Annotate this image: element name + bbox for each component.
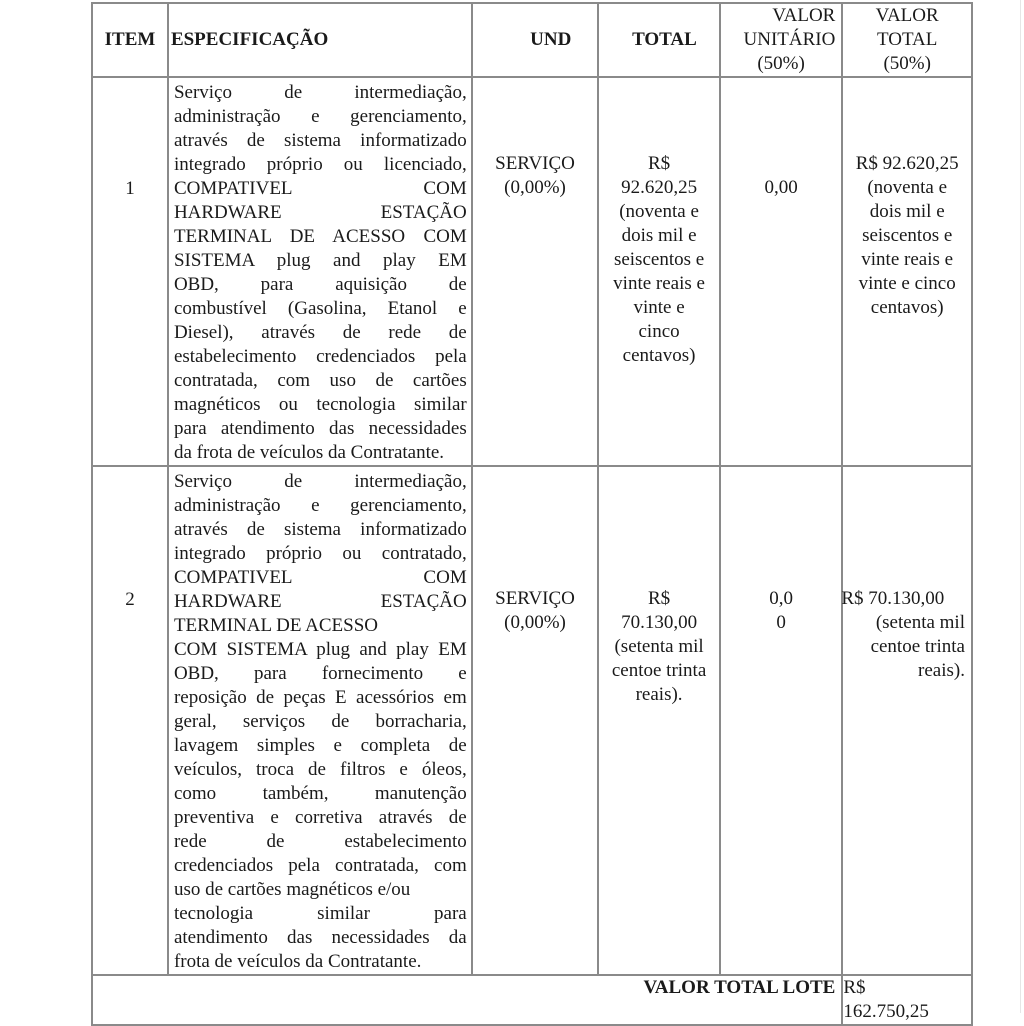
spec-line: veículos, troca de filtros e óleos, bbox=[173, 759, 467, 780]
total-line: (setenta mil bbox=[614, 636, 704, 657]
spec-line: OBD, para fornecimento e bbox=[173, 663, 467, 684]
valor-total-line: (noventa e bbox=[867, 177, 947, 198]
header-total: TOTAL bbox=[598, 3, 720, 77]
header-valor-total-line: TOTAL bbox=[876, 29, 938, 50]
spec-line: TERMINAL DE ACESSO bbox=[173, 615, 379, 636]
valor-unitario-line: 0 bbox=[776, 612, 786, 633]
valor-unitario-line: 0,00 bbox=[764, 177, 798, 198]
spec-line: OBD, para aquisição de bbox=[173, 274, 467, 295]
spec-line: frota de veículos da Contratante. bbox=[173, 951, 422, 972]
spec-line: combustível (Gasolina, Etanol e bbox=[173, 298, 467, 319]
valor-total-line: seiscentos e bbox=[862, 225, 953, 246]
total-line: centoe trinta bbox=[611, 660, 707, 681]
item-number bbox=[92, 466, 168, 975]
spec-line: estabelecimento credenciados pela bbox=[173, 346, 467, 367]
total-lote-value-line: 162.750,25 bbox=[843, 1001, 929, 1022]
item-number-text: 1 bbox=[125, 178, 135, 199]
valor-total-line: centoe trinta bbox=[870, 636, 965, 657]
valor-total-line: vinte e cinco bbox=[858, 273, 956, 294]
valor-total-line: reais). bbox=[918, 660, 965, 681]
total-line: 70.130,00 bbox=[621, 612, 698, 633]
spec-line: integrado próprio ou contratado, bbox=[173, 543, 467, 564]
total-line: dois mil e bbox=[621, 225, 697, 246]
total-line: vinte e bbox=[633, 297, 685, 318]
table-row bbox=[92, 77, 972, 466]
spec-line: através de sistema informatizado bbox=[173, 130, 467, 151]
item-valor-total bbox=[842, 466, 972, 975]
spec-line: administração e gerenciamento, bbox=[173, 106, 467, 127]
item-number bbox=[92, 77, 168, 466]
item-valor-total bbox=[842, 77, 972, 466]
item-total bbox=[598, 466, 720, 975]
spec-line: magnéticos ou tecnologia similar bbox=[173, 394, 467, 415]
header-spec: ESPECIFICAÇÃO bbox=[168, 3, 472, 77]
und-line: SERVIÇO bbox=[495, 153, 575, 174]
total-lote-value-line: R$ bbox=[843, 977, 866, 998]
header-valor-total-line: (50%) bbox=[883, 53, 931, 74]
item-valor-unitario bbox=[720, 77, 843, 466]
valor-total-line: R$ 70.130,00 bbox=[841, 588, 945, 609]
spec-line: contratada, com uso de cartões bbox=[173, 370, 467, 391]
total-lote-row bbox=[92, 975, 972, 1025]
spec-line: Serviço de intermediação, bbox=[173, 471, 467, 492]
item-spec bbox=[168, 77, 472, 466]
price-table bbox=[91, 2, 973, 1026]
header-valor-unitario-line: UNITÁRIO bbox=[743, 29, 836, 50]
spec-line: rede de estabelecimento bbox=[173, 831, 467, 852]
spec-line: TERMINAL DE ACESSO COM bbox=[173, 226, 467, 247]
spec-line: Serviço de intermediação, bbox=[173, 82, 467, 103]
spec-line: geral, serviços de borracharia, bbox=[173, 711, 467, 732]
page-edge bbox=[1020, 0, 1021, 1013]
item-und bbox=[472, 77, 599, 466]
total-line: reais). bbox=[635, 684, 683, 705]
spec-line: da frota de veículos da Contratante. bbox=[173, 442, 445, 463]
header-valor-unitario bbox=[720, 3, 843, 77]
spec-line: tecnologia similar para bbox=[173, 903, 467, 924]
spec-line: para atendimento das necessidades bbox=[173, 418, 467, 439]
spec-line: SISTEMA plug and play EM bbox=[173, 250, 467, 271]
total-line: seiscentos e bbox=[613, 249, 705, 270]
spec-line: COMPATIVEL COM bbox=[173, 567, 467, 588]
valor-total-line: vinte reais e bbox=[861, 249, 954, 270]
item-und bbox=[472, 466, 599, 975]
total-line: cinco bbox=[638, 321, 680, 342]
spec-line: através de sistema informatizado bbox=[173, 519, 467, 540]
item-spec bbox=[168, 466, 472, 975]
spec-line: COMPATIVEL COM bbox=[173, 178, 467, 199]
und-line: (0,00%) bbox=[504, 612, 566, 633]
spec-line: HARDWARE ESTAÇÃO bbox=[173, 591, 467, 612]
header-und: UND bbox=[472, 3, 599, 77]
item-total bbox=[598, 77, 720, 466]
spec-line: Diesel), através de rede de bbox=[173, 322, 467, 343]
spec-line: credenciados pela contratada, com bbox=[173, 855, 467, 876]
header-valor-unitario-line: (50%) bbox=[757, 53, 805, 74]
spec-line: como também, manutenção bbox=[173, 783, 467, 804]
spec-line: COM SISTEMA plug and play EM bbox=[173, 639, 467, 660]
header-valor-unitario-line: VALOR bbox=[772, 5, 836, 26]
valor-total-line: centavos) bbox=[870, 297, 944, 318]
und-line: (0,00%) bbox=[504, 177, 566, 198]
spec-line: integrado próprio ou licenciado, bbox=[173, 154, 467, 175]
header-valor-total-line: VALOR bbox=[875, 5, 939, 26]
table-header-row bbox=[92, 3, 972, 77]
spec-line: lavagem simples e completa de bbox=[173, 735, 467, 756]
valor-total-line: dois mil e bbox=[869, 201, 945, 222]
total-line: vinte reais e bbox=[613, 273, 705, 294]
valor-total-line: (setenta mil bbox=[875, 612, 965, 633]
total-line: R$ bbox=[647, 588, 671, 609]
spec-line: administração e gerenciamento, bbox=[173, 495, 467, 516]
und-line: SERVIÇO bbox=[495, 588, 575, 609]
spec-line: preventiva e corretiva através de bbox=[173, 807, 467, 828]
spec-line: reposição de peças E acessórios em bbox=[173, 687, 467, 708]
valor-total-line: R$ 92.620,25 bbox=[855, 153, 959, 174]
spec-line: HARDWARE ESTAÇÃO bbox=[173, 202, 467, 223]
total-line: (noventa e bbox=[619, 201, 699, 222]
valor-unitario-line: 0,0 bbox=[769, 588, 793, 609]
item-valor-unitario bbox=[720, 466, 843, 975]
spec-line: uso de cartões magnéticos e/ou bbox=[173, 879, 411, 900]
header-item: ITEM bbox=[92, 3, 168, 77]
item-number-text: 2 bbox=[125, 589, 135, 610]
total-lote-value bbox=[842, 975, 972, 1025]
header-valor-total bbox=[842, 3, 972, 77]
spec-line: atendimento das necessidades da bbox=[173, 927, 467, 948]
table-row bbox=[92, 466, 972, 975]
total-line: centavos) bbox=[622, 345, 696, 366]
total-lote-label: VALOR TOTAL LOTE bbox=[92, 975, 842, 1025]
total-line: R$ bbox=[647, 153, 671, 174]
total-line: 92.620,25 bbox=[621, 177, 698, 198]
